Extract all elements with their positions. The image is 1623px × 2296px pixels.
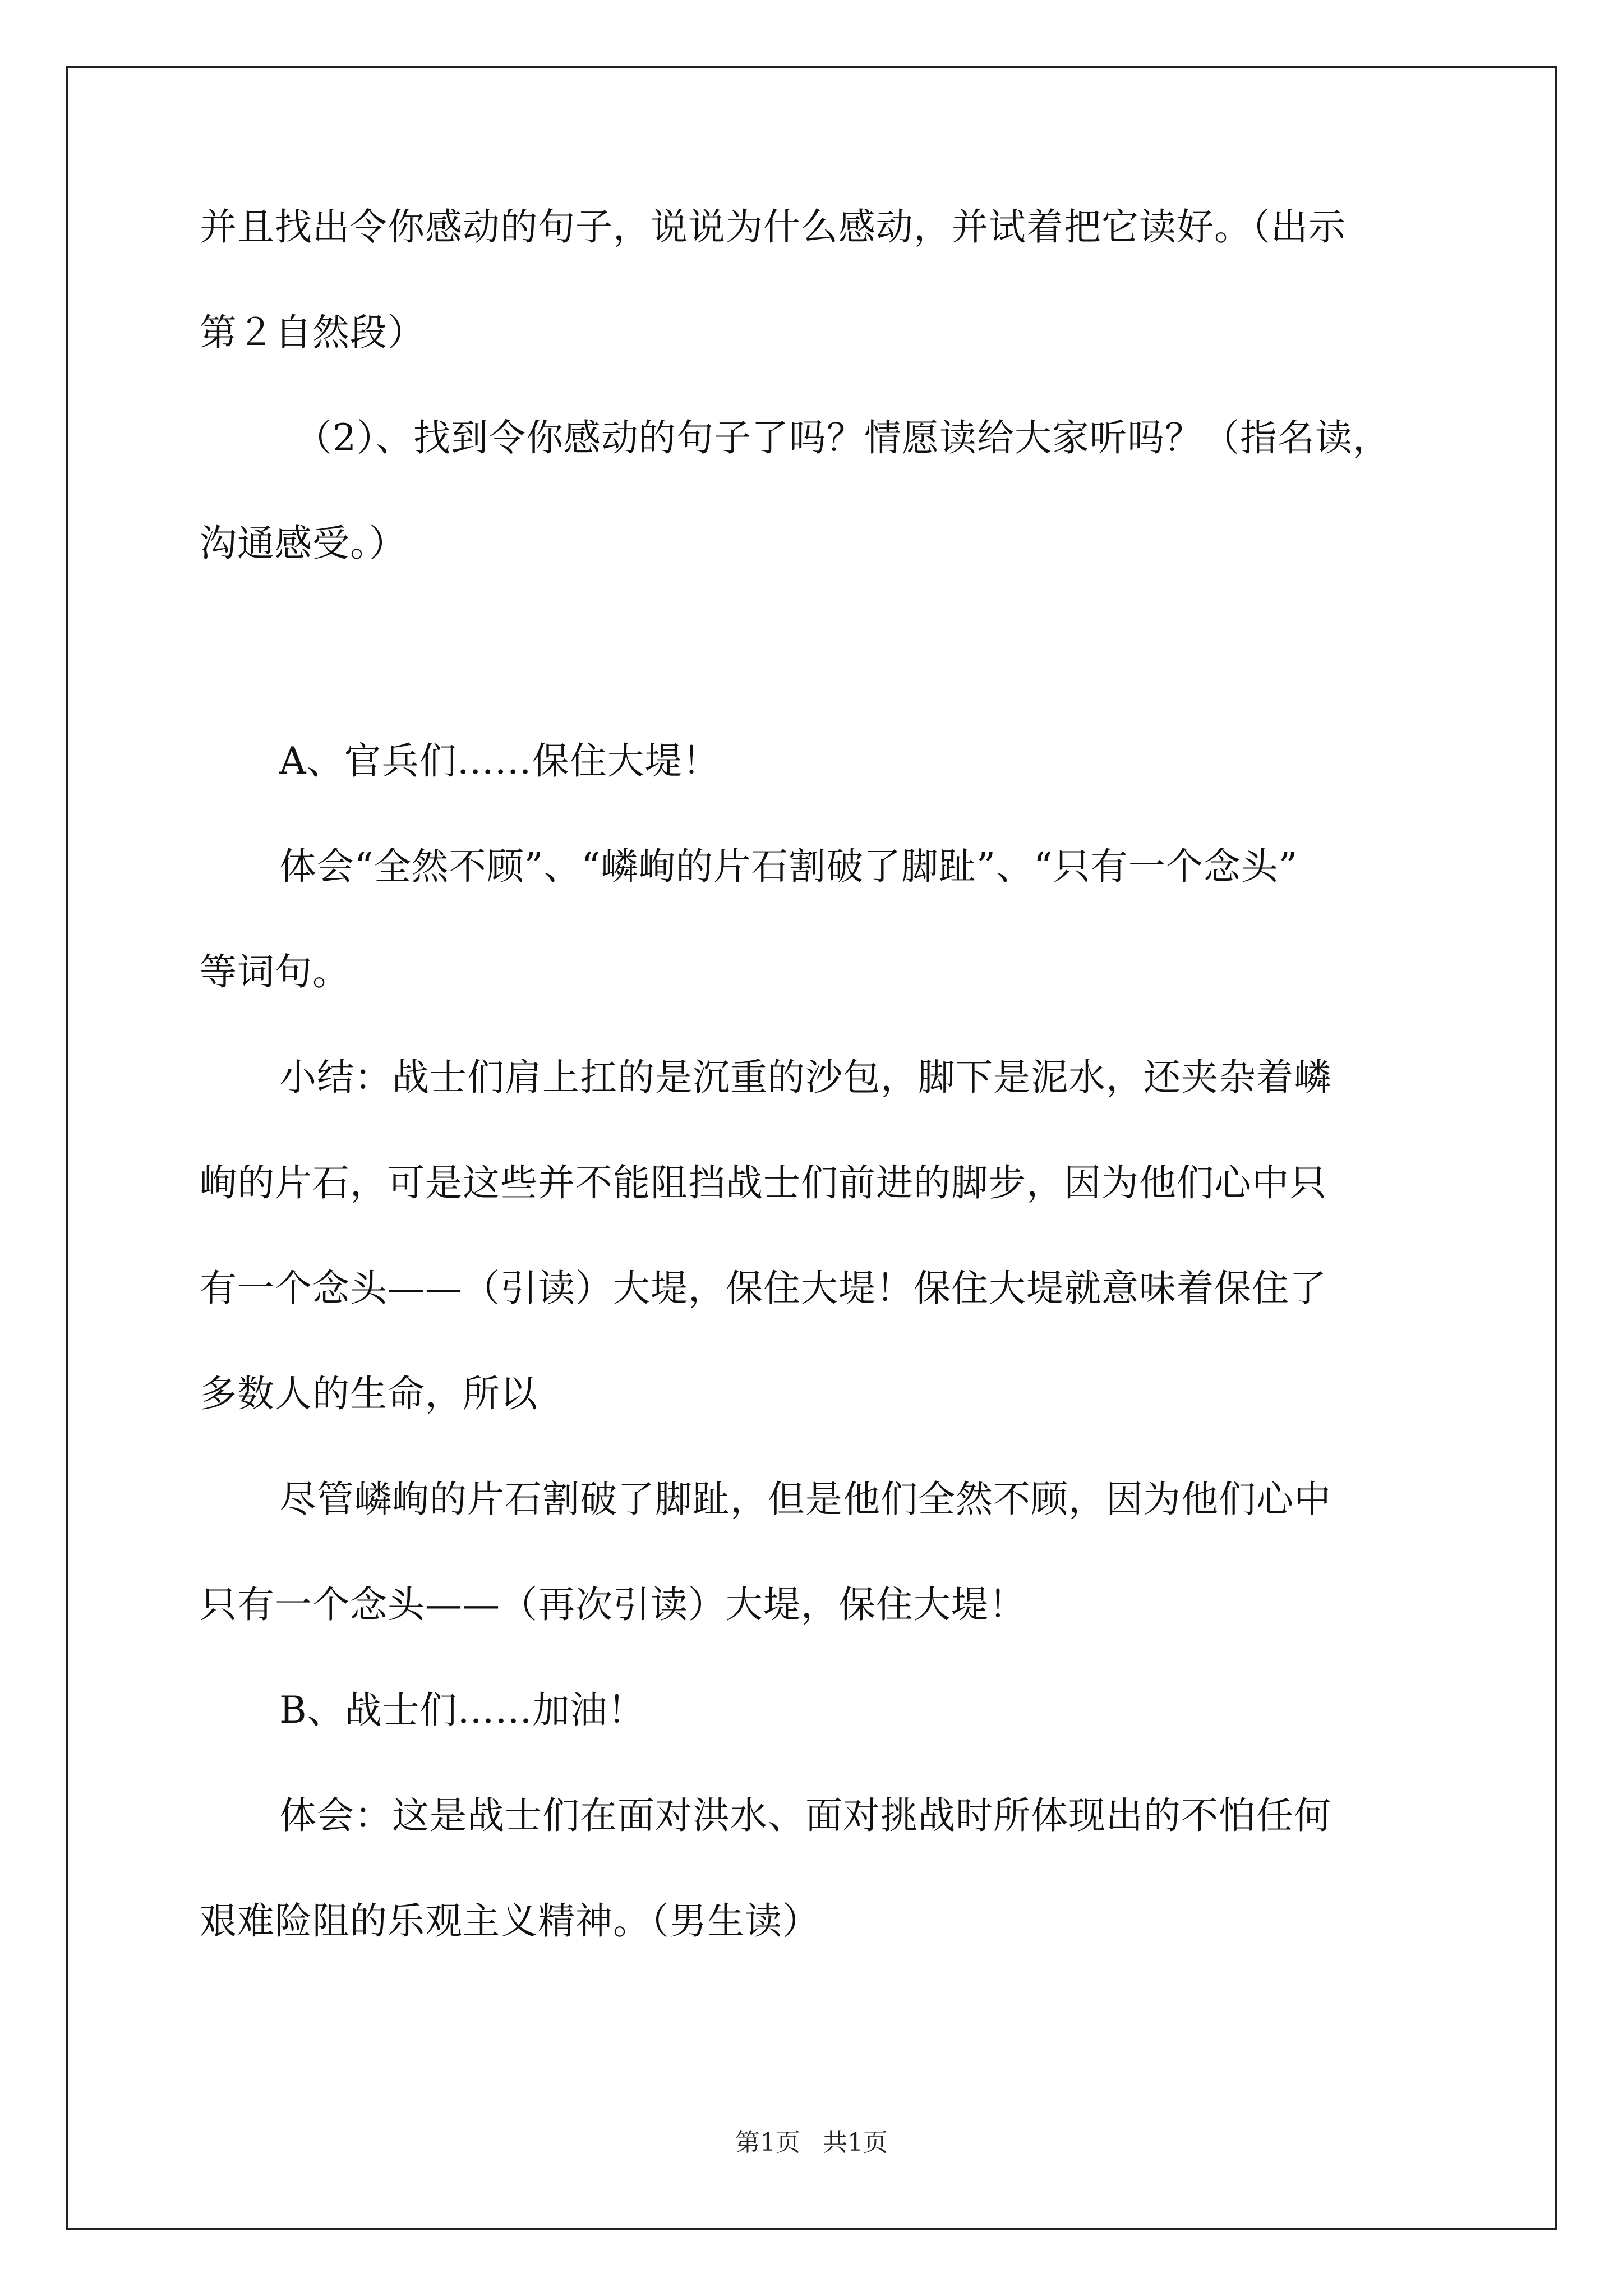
text-line: 等词句。 xyxy=(200,950,350,993)
text-line: 只有一个念头——（再次引读）大堤，保住大堤！ xyxy=(200,1583,1026,1626)
text-line: B、战士们……加油！ xyxy=(279,1688,645,1732)
text-line: 第２自然段） xyxy=(200,311,425,354)
text-line: 并且找出令你感动的句子，说说为什么感动，并试着把它读好。（出示 xyxy=(200,205,1346,249)
text-line: 有一个念头——（引读）大堤，保住大堤！保住大堤就意味着保住了 xyxy=(200,1267,1327,1310)
text-line: 艰难险阻的乐观主义精神。（男生读） xyxy=(200,1899,820,1943)
page-number-current: 第1页 xyxy=(735,2128,800,2157)
text-line: （2）、找到令你感动的句子了吗？情愿读给大家听吗？（指名读， xyxy=(295,416,1390,459)
text-line: 尽管嶙峋的片石割破了脚趾，但是他们全然不顾，因为他们心中 xyxy=(279,1478,1331,1521)
text-line: 体会：这是战士们在面对洪水、面对挑战时所体现出的不怕任何 xyxy=(279,1794,1331,1837)
text-line: 体会“全然不顾”、“嶙峋的片石割破了脚趾”、“只有一个念头” xyxy=(279,845,1298,888)
text-line: 小结：战士们肩上扛的是沉重的沙包，脚下是泥水，还夹杂着嶙 xyxy=(279,1056,1331,1099)
text-line: 峋的片石，可是这些并不能阻挡战士们前进的脚步，因为他们心中只 xyxy=(200,1161,1327,1204)
text-line: 沟通感受。） xyxy=(200,522,407,565)
page-number-total: 共1页 xyxy=(823,2128,888,2157)
page-footer xyxy=(0,2126,1623,2160)
text-line: 多数人的生命，所以 xyxy=(200,1372,538,1415)
text-line: A、官兵们……保住大堤！ xyxy=(279,739,720,783)
